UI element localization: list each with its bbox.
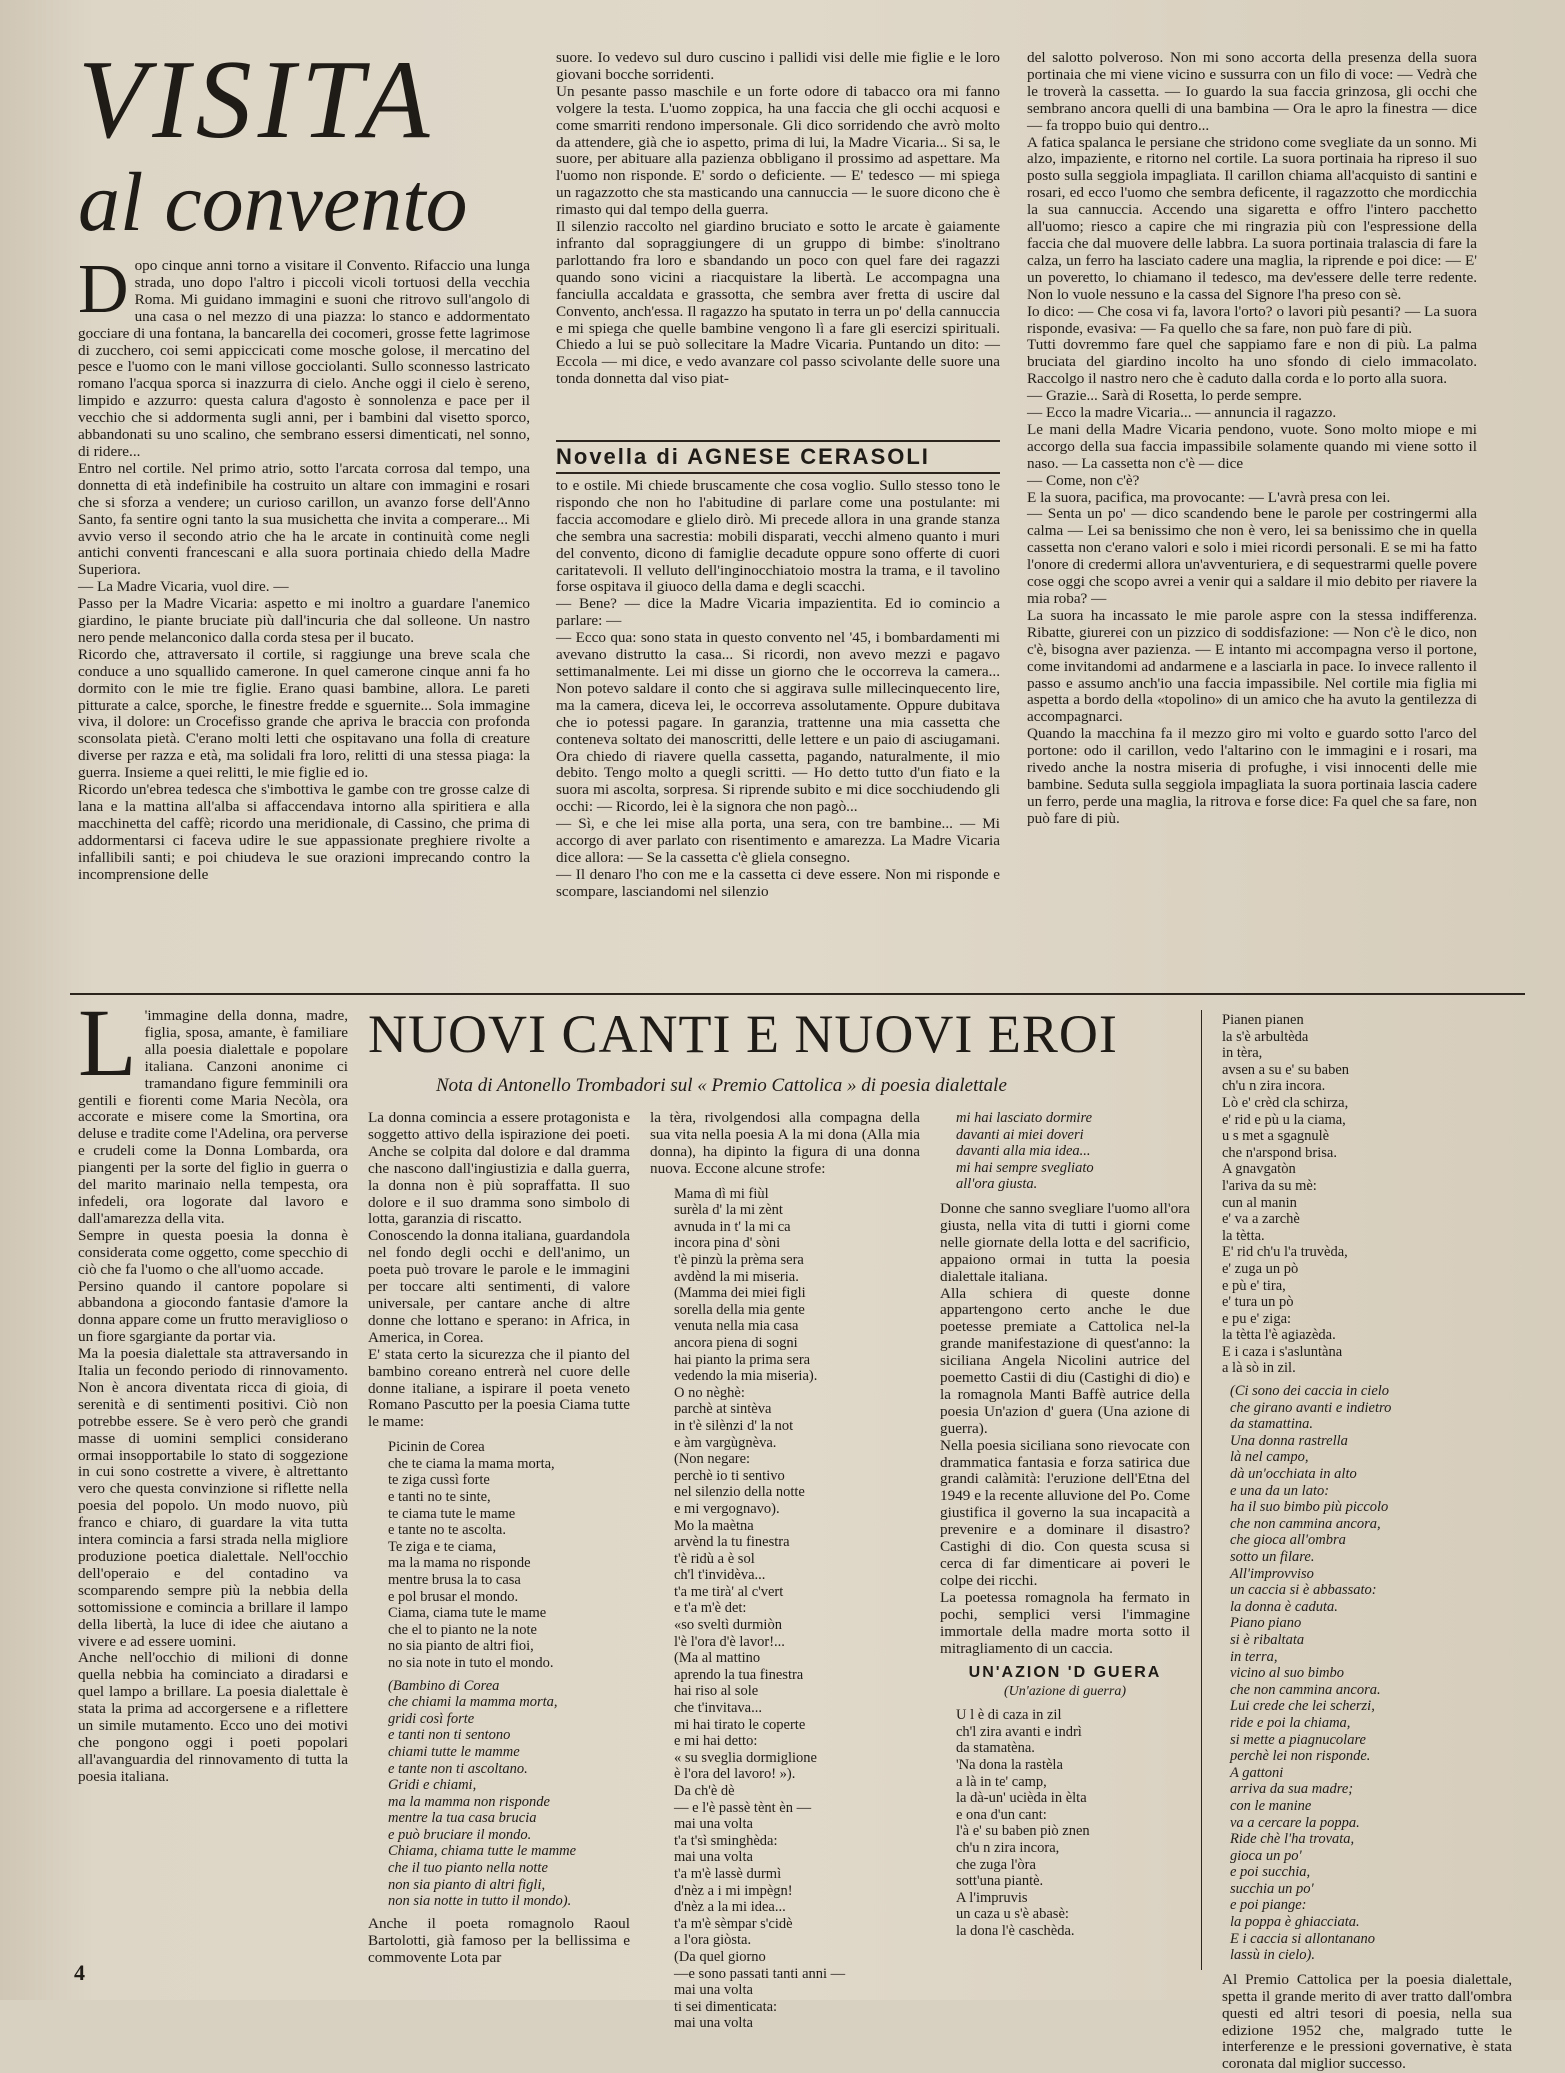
poem-line: Ride chè l'ha trovata,: [1230, 1831, 1355, 1848]
poem-line: davanti ai miei doveri: [956, 1126, 1084, 1143]
poem-line: e mi vergognavo).: [674, 1500, 780, 1517]
poem-line: che zuga l'òra: [956, 1856, 1036, 1873]
poem-line: all'ora giusta.: [956, 1176, 1038, 1193]
poem-line: perchè io ti sentivo: [674, 1467, 785, 1484]
poem-line: e tante no te ascolta.: [388, 1522, 506, 1539]
poem-ciama-translation: [388, 1678, 630, 1910]
poem-line: cun al manin: [1222, 1194, 1297, 1211]
poem-line: a l'ora giòsta.: [674, 1932, 752, 1949]
poem-un-azion-cont: [1222, 1012, 1512, 1377]
poem-line: e' tura un pò: [1222, 1294, 1294, 1311]
poem-line: che te ciama la mama morta,: [388, 1455, 555, 1472]
poem-line: e una da un lato:: [1230, 1482, 1330, 1499]
poem-line: chiami tutte le mamme: [388, 1743, 520, 1760]
poem-line: U l è di caza in zil: [956, 1707, 1062, 1724]
poem-line: hai pianto la prima sera: [674, 1351, 811, 1368]
poem-line: con le manine: [1230, 1797, 1312, 1814]
poem-line: la dona l'è caschèda.: [956, 1922, 1075, 1939]
drop-cap: D: [78, 251, 129, 328]
body-text: Al Premio Cattolica per la poesia dialettale, spetta il grande merito di aver tratto dall'ombra questi ed altri tesori di poesia, nella sua edizione 1952 che, malgrado tutte le interferenze e le pressioni governative, è stata coronata dal miglior successo.: [1222, 1970, 1512, 2073]
poem-line: si è ribaltata: [1230, 1631, 1305, 1648]
article1-column-2-bottom: [556, 478, 1000, 974]
body-text: opo cinque anni torno a visitare il Convento. Rifaccio una lunga strada, uno dopo l'altro i piccoli vicoli tortuosi della vecchia Roma. Mi guidano immagini e suoni che ritrovo sull'angolo di una casa o nel mezzo di una piazza: lo stanco e addormentato gocciare di una fontana, la bancarella dei cocomeri, grosse fette lagrimose di zucchero, coi semi appiccicati come mosche golose, il mercatino del pesce e l'uomo con le mani villose gocciolanti. Sullo sconnesso lastricato romano l'acqua sporca si inazzurra di cielo. Anche oggi il cielo è sereno, limpido e azzurro: questa calura d'agosto è sonnolenza e pace per il vecchio che si addormenta sugli anni, per i bambini dal visetto sporco, abbandonati su uno scalino, che sembrano essersi dimenticati, nel sonno, di ridere... Entro nel cortile. Nel primo atrio, sotto l'arcata corrosa dal tempo, una donnetta di età indefinibile ha costruito un altare con immagini e rosari che si sforza a vendere; un curioso carillon, un avanzo forse dell'Anno Santo, fa sentire ogni tanto la sua musichetta che invita a comperare... Mi avvio verso il secondo atrio che ha le arcate in continuità come negli antichi conventi francescani e alla suora portinaia chiedo della Madre Superiora. — La Madre Vicaria, vuol dire. — Passo per la Madre Vicaria: aspetto e mi inoltro a guardare l'anemico giardino, le piante bruciate più dall'incuria che dal solleone. Un nastro nero pende melanconico dalla corda stesa per il bucato. Ricordo che, attraversato il cortile, si raggiunge una breve scala che conduce a uno squallido camerone. In quel camerone cinque anni fa ho dormito con le mie tre figlie. Erano quasi bambine, allora. Le pareti pitturate a calce, sporche, le finestre fredde e sguernite... Sola immagine viva, il dolore: un Crocefisso grande che apriva le braccia con profonda sconsolata pietà. C'erano molti letti che ospitavano una folla di creature diverse per razza e età, ma solidali fra loro, relitti di una stessa piaga: la guerra. Insieme a quei relitti, le mie figlie ed io. Ricordo un'ebrea tedesca che s'imbottiva le gambe con tre grosse calze di lana e la mattina all'alba si affaccendava intorno alla spiritiera e alla macchinetta del caffè; ricordo una meridionale, di Cassino, che prima di addormentarsi ci faceva udire le sue appassionate preghiere rivolte a infallibili santi; e poi chiudeva le sue orazioni imprecando contro la incomprensione delle: [78, 257, 530, 883]
poem-line: e' zuga un pò: [1222, 1260, 1299, 1277]
poem-un-azion: [956, 1707, 1190, 1939]
poem-line: Chiama, chiama tutte le mamme: [388, 1843, 577, 1860]
poem-line: aprendo la tua finestra: [674, 1666, 804, 1683]
poem-line: e' rid e pù u la ciama,: [1222, 1111, 1346, 1128]
poem-line: mentre brusa la to casa: [388, 1571, 521, 1588]
article-title-sub: al convento: [78, 156, 468, 249]
article2-title: NUOVI CANTI E NUOVI EROI: [368, 1004, 1118, 1064]
poem-line: la poppa è ghiacciata.: [1230, 1914, 1360, 1931]
poem-line: e pù e' tira,: [1222, 1277, 1286, 1294]
body-text: 'immagine della donna, madre, figlia, sposa, amante, è familiare alla poesia dialettale e popolare italiana. Canzoni anonime ci tramandano figure femminili ora gentili e fiorenti come Maria Necòla, ora accorate e misere come la Smortina, ora deluse e tradite come l'Adelina, ora perverse e crudeli come la Donna Lombarda, ora piangenti per la sorte del figlio in guerra o del marito marinaio nella tempesta, ora infedeli, ora logorate dal lavoro e dall'amarezza della vita. Sempre in questa poesia la donna è considerata come oggetto, come specchio di ciò che fa l'uomo o che all'uomo accade. Persino quando il cantore popolare si abbandona a giocondo fantasie d'amore la donna appare come un frutto meraviglioso o un fiore sgargiante da portar via. Ma la poesia dialettale sta attraversando in Italia un fecondo periodo di rinnovamento. Non è ancora diventata ricca di gioia, di serenità e di sentimenti positivi. Ciò non potrebbe essere. Se è vero però che grandi masse di uomini semplici considerano ormai insopportabile lo stato di soggezione in cui sono costrette a vivere, è altrettanto vero che questa convinzione si riflette nella poesia del popolo. Un modo nuovo, più franco e chiaro, di guardare la vita tutta intera comincia a farsi strada nella migliore produzione poetica dialettale. Nell'occhio dell'operaio e del contadino va scomparendo sempre più la nebbia della sottomissione e comincia a brillare il lampo della libertà, la luce di idee che aiutano a vivere e ad essere uomini. Anche nell'occhio di milioni di donne quella nebbia ha cominciato a diradarsi e quel lampo a brillare. La poesia dialettale è stata la prima ad accorgersene e a riflettere un simile mutamento. Ecco uno dei motivi che pongono oggi i poeti popolari all'avanguardia del rinnovamento di tutta la poesia italiana.: [78, 1007, 348, 1785]
poem-line: Te ziga e te ciama,: [388, 1538, 497, 1555]
poem-line: ma la mama no risponde: [388, 1555, 531, 1572]
poem-line: nel silenzio della notte: [674, 1484, 805, 1501]
poem-line: Ciama, ciama tute le mame: [388, 1605, 547, 1622]
poem-line: t'è pinzù la prèma sera: [674, 1252, 804, 1268]
poem-line: che n'arspond brisa.: [1222, 1144, 1337, 1161]
poem-line: là nel campo,: [1230, 1449, 1309, 1466]
poem-line: e poi piange:: [1230, 1897, 1307, 1914]
body-text: La donna comincia a essere protagonista e soggetto attivo della ispirazione dei poeti. Anche se colpita dal dolore e dal dramma che nascono dall'ingiustizia e dalla guerra, la donna non è più sopraffatta. Il suo dolore e il suo dramma sono simbolo di lotta, garanzia di riscatto. Conoscendo la donna italiana, guardandola nel fondo degli occhi e dell'animo, un poeta può trovare le parole e le immagini per toccare alti sentimenti, di valore universale, per cantare anche di altre donne che lottano e sperano: in Africa, in America, in Corea. E' stata certo la sicurezza che il pianto del bambino coreano entrerà nel cuore delle donne italiane, a ispirare il poeta veneto Romano Pascutto per la poesia Ciama tutte le mame:: [368, 1109, 630, 1431]
poem-line: che girano avanti e indietro: [1230, 1399, 1392, 1416]
poem-line: Da ch'è dè: [674, 1783, 735, 1799]
poem-line: A gnavgatòn: [1222, 1161, 1296, 1178]
poem-line: ride e poi la chiama,: [1230, 1714, 1351, 1731]
body-text: suore. Io vedevo sul duro cuscino i pallidi visi delle mie figlie e le loro giovani bocche sorridenti. Un pesante passo maschile e un forte odore di tabacco ora mi fanno volgere la testa. L'uomo zoppica, ha una faccia che gli occhi acquosi e come smarriti rendono impersonale. Gli dico sorridendo che avrò molto da attendere, già che io aspetto, prima di lui, la Madre Vicaria... Si sa, le suore, per abituare alla pazienza obbligano il prossimo ad aspettare. Ma l'uomo non risponde. E' sordo o deficiente. — E' tedesco — mi spiega un ragazzotto che sta masticando una cannuccia — le suore dicono che è rimasto qui dal tempo della guerra. Il silenzio raccolto nel giardino bruciato e sotto le arcate è gaiamente infranto dal sopraggiungere di un gruppo di bimbe: s'inoltrano parlottando fra loro e sbandando un poco con quel fare dei ragazzi quando sono vicini a riacquistare la libertà. Le accompagna una fanciulla accaldata e grassotta, che sembra aver fretta di uscire dal Convento, anch'essa. Il ragazzo ha sputato in terra un po' della cannuccia e mi spiega che quelle bambine vengono lì a fare gli esercizi spirituali. Chiedo a lui se può sollecitare la Madre Vicaria. Puntando un dito: — Eccola — mi dice, e vedo avanzare col passo scivolante delle suore una tonda donnetta dal viso piat-: [556, 49, 1000, 388]
poem-line: t'a m'è sèmpar s'cidè: [674, 1915, 793, 1932]
poem-line: venuta nella mia casa: [674, 1318, 799, 1335]
poem-line: ch'u n zira incora,: [956, 1840, 1060, 1856]
poem-line: un caccia si è abbassato:: [1230, 1582, 1377, 1599]
poem-line: u s met a sgagnulè: [1222, 1128, 1330, 1145]
poem-line: e tante non ti ascoltano.: [388, 1760, 528, 1777]
article2-column-3: [650, 1109, 920, 2032]
poem-line: la donna è caduta.: [1230, 1598, 1338, 1615]
poem-line: mi hai lasciato dormire: [956, 1110, 1093, 1126]
body-text: la tèra, rivolgendosi alla compagna della sua vita nella poesia A la mi dona (Alla mia donna), ha dipinto la figura di una donna nuova. Eccone alcune strofe:: [650, 1109, 920, 1177]
article1-column-1: [78, 251, 530, 972]
poem-line: ch'l zira avanti e indrì: [956, 1723, 1082, 1740]
poem-line: e poi succhia,: [1230, 1864, 1311, 1881]
poem-line: che el to pianto ne la note: [388, 1621, 537, 1638]
poem-line: (Non negare:: [674, 1451, 751, 1468]
drop-cap: L: [78, 989, 137, 1096]
poem-line: t'a t'sì sminghèda:: [674, 1832, 778, 1849]
poem-line: All'improvviso: [1230, 1565, 1314, 1582]
poem-line: e mi hai detto:: [674, 1733, 758, 1750]
poem-line: va a cercare la poppa.: [1230, 1814, 1360, 1831]
poem-line: ha il suo bimbo più piccolo: [1230, 1499, 1389, 1516]
poem-line: e ona d'un cant:: [956, 1806, 1047, 1823]
byline: Novella di AGNESE CERASOLI: [556, 444, 930, 469]
poem-line: d'nèz a i mi impègn!: [674, 1882, 793, 1899]
poem-line: ch'u n zira incora.: [1222, 1078, 1326, 1095]
article2-column-5: [1222, 1012, 1512, 2073]
poem-line: d'nèz a la mi idea...: [674, 1899, 786, 1916]
poem-line: e pol brusar el mondo.: [388, 1588, 519, 1605]
poem-line: a là sò in zil.: [1222, 1360, 1296, 1377]
poem-line: che non cammina ancora.: [1230, 1681, 1381, 1698]
poem-line: l'à e' su baben piò znen: [956, 1823, 1090, 1840]
poem-line: in t'è silènzi d' la not: [674, 1417, 794, 1434]
poem-line: Pianen pianen: [1222, 1012, 1304, 1028]
body-text: Donne che sanno svegliare l'uomo all'ora giusta, nella vita di tutti i giorni come nelle giornate della lotta e del sacrificio, appaiono ormai in tutta la poesia dialettale italiana. Alla schiera di queste donne appartengono certo anche le due poetesse premiate a Cattolica nel-la grande manifestazione di quest'anno: la siciliana Angela Nicolini autrice del poemetto Castii di diu (Castighi di dio) e la romagnola Manti Baffè autrice della poesia Un'azion d' guera (Una azione di guerra). Nella poesia siciliana sono rievocate con drammatica fantasia e forza satirica due grandi calàmità: l'eruzione dell'Etna del 1949 e la recente alluvione del Po. Come giustifica il governo la sua incapacità a prevenire e a dominare il disastro? Castighi di dio. Con questa scusa si cerca di far dimenticare ai poveri le colpe dei ricchi. La poetessa romagnola ha fermato in pochi, semplici versi l'immagine immortale della madre morta sotto il mitragliamento di un caccia.: [940, 1199, 1190, 1657]
poem-line: mentre la tua casa brucia: [388, 1810, 537, 1827]
page-number: 4: [74, 1960, 85, 1985]
poem-line: ancora piena di sogni: [674, 1334, 798, 1351]
article2-column-2: [368, 1109, 630, 1966]
poem-line: no sia note in tuto el mondo.: [388, 1654, 554, 1671]
poem-line: perchè lei non risponde.: [1230, 1748, 1371, 1765]
poem-line: Una donna rastrella: [1230, 1432, 1348, 1449]
poem-line: e t'a m'è det:: [674, 1600, 747, 1617]
article1-column-2-top: [556, 50, 1000, 430]
poem-line: a là in te' camp,: [956, 1773, 1047, 1790]
poem-line: succhia un po': [1230, 1880, 1314, 1897]
poem-line: te ciama tute le mame: [388, 1505, 516, 1522]
poem-heading: UN'AZION 'D GUERA: [968, 1664, 1162, 1682]
poem-line: che t'invitava...: [674, 1700, 762, 1717]
poem-line: la dà-un' ucièda in èlta: [956, 1790, 1087, 1807]
poem-line: E i caccia si allontanano: [1230, 1930, 1375, 1947]
poem-line: «so sveltì durmiòn: [674, 1617, 782, 1634]
poem-line: E' rid ch'u l'a truvèda,: [1222, 1244, 1348, 1261]
poem-line: e pu e' ziga:: [1222, 1310, 1292, 1327]
poem-line: Piano piano: [1230, 1615, 1302, 1632]
poem-line: parchè at sintèva: [674, 1401, 772, 1418]
article2-column-4: [940, 1110, 1190, 1960]
poem-a-la-mi-dona: [674, 1186, 920, 2032]
poem-line: arvènd la tu finestra: [674, 1534, 790, 1551]
poem-line: t'a me tirà' al c'vert: [674, 1583, 784, 1600]
poem-line: la tètta l'è agiazèda.: [1222, 1327, 1336, 1344]
poem-line: Mama dì mi fiùl: [674, 1185, 769, 1202]
poem-line: non sia notte in tutto il mondo).: [388, 1893, 572, 1910]
poem-line: (Da quel giorno: [674, 1948, 766, 1965]
poem-line: (Bambino di Corea: [388, 1677, 500, 1694]
poem-line: e può bruciare il mondo.: [388, 1826, 532, 1843]
poem-line: A l'impruvis: [956, 1889, 1028, 1906]
poem-line: che chiami la mamma morta,: [388, 1694, 558, 1711]
poem-line: l'ariva da su mè:: [1222, 1177, 1317, 1194]
poem-un-azion-translation: [1230, 1383, 1512, 1964]
poem-line: (Mamma dei miei figli: [674, 1285, 806, 1302]
poem-line: vicino al suo bimbo: [1230, 1665, 1344, 1682]
poem-line: —e sono passati tanti anni —: [674, 1965, 846, 1982]
poem-heading-translation: (Un'azione di guerra): [1004, 1684, 1126, 1700]
body-text: del salotto polveroso. Non mi sono accorta della presenza della suora portinaia che mi viene vicino e sussurra con un filo di voce: — Vedrà che le troverà la cassetta. — Io guardo la sua faccia grinzosa, gli occhi che sembrano ancora quelli di una bambina — Ora le apro la finestra — dice — fa troppo buio qui dentro... A fatica spalanca le persiane che stridono come svegliate da un sonno. Mi alzo, impaziente, e ritorno nel cortile. La suora portinaia ha ripreso il suo posto sulla seggiola impagliata. Il carillon chiama all'acquisto di santini e rosari, ed ecco l'uomo che sembra deficente, il ragazzotto che mordicchia la sua cannuccia. Accendo una sigaretta e offro l'intero pacchetto all'uomo; riesco a capire che mi ringrazia più con l'espressione della faccia che dal muovere delle labbra. La suora portinaia tralascia di fare la calza, un ferro ha lasciato cadere una maglia, la riprende e poi dice: — E' un poveretto, lo chiamano il tedesco, ma dev'essere delle terre redente. Non lo vuole nessuno e la cassa del Signore l'ha preso con sè. Io dico: — Che cosa vi fa, lavora l'orto? o lavori più pesanti? — La suora risponde, evasiva: — Fa quello che sa fare, non può fare di più. Tutti dovremmo fare quel che sappiamo fare e non di più. La palma bruciata del giardino incolto ha uno sfondo di cielo immacolato. Raccolgo il nastro nero che è caduto dalla corda e lo porto alla suora. — Grazie... Sarà di Rosetta, lo perde sempre. — Ecco la madre Vicaria... — annuncia il ragazzo. Le mani della Madre Vicaria pendono, vuote. Sono molto miope e mi accorgo della sua faccia impassibile solamente quando mi viene sotto il naso. — La cassetta non c'è — dice — Come, non c'è? E la suora, pacifica, ma provocante: — L'avrà presa con lei. — Senta un po' — dico scandendo bene le parole per costringermi alla calma — Lei sa benissimo che non è vero, lei sa benissimo che in quella cassetta non c'erano valori e solo i miei ricordi personali. E se mi ha fatto l'onore di credermi allora un'avventuriera, e di sequestrarmi quelle povere cose oggi che scopo avrei a venir qui a saldare il mio debito per riavere la mia roba? — La suora ha incassato le mie parole aspre con la stessa indifferenza. Ribatte, giurerei con un pizzico di soddisfazione: — Non c'è le dico, non c'è, bisogna aver pazienza. — E intanto mi accompagna verso il portone, come invitandomi ad andarmene e a lasciarla in pace. Io invece rallento il passo e assumo anch'io una faccia impassibile. Nel cortile mia figlia mi aspetta a bordo della «topolino» di un amico che ha avuto la gentilezza di accompagnarci. Quando la macchina fa il mezzo giro mi volto e guardo sotto l'arco del portone: odo il carillon, vedo l'altarino con le immagini e i rosari, ma rivedo anche la nostra miseria di profughe, i visi innocenti delle mie bambine. Seduta sulla seggiola impagliata la suora portinaia lascia cadere un ferro, perde una maglia, la ritrova e forse dice: Fa quel che sa fare, non può fare di più.: [1027, 49, 1477, 827]
poem-line: Lò e' crèd cla schirza,: [1222, 1094, 1349, 1111]
body-text: Anche il poeta romagnolo Raoul Bartolotti, già famoso per la bellissima e commovente Lota par: [368, 1914, 630, 1966]
poem-line: vedendo la mia miseria).: [674, 1368, 818, 1385]
article2-column-1: [78, 989, 348, 1956]
poem-line: O no nèghè:: [674, 1384, 745, 1401]
poem-line: che il tuo pianto nella notte: [388, 1860, 548, 1877]
poem-line: in terra,: [1230, 1648, 1278, 1665]
poem-line: ch'l t'invidèva...: [674, 1567, 766, 1584]
poem-line: (Ma al mattino: [674, 1650, 761, 1667]
poem-line: gridi così forte: [388, 1710, 475, 1727]
poem-line: la s'è arbultèda: [1222, 1028, 1309, 1045]
poem-line: lassù in cielo).: [1230, 1947, 1315, 1964]
poem-line: sorella della mia gente: [674, 1301, 805, 1318]
poem-line: E i caza i s'asluntàna: [1222, 1343, 1343, 1360]
poem-line: in tèra,: [1222, 1045, 1263, 1062]
poem-line: Picinin de Corea: [388, 1439, 485, 1456]
poem-line: arriva da sua madre;: [1230, 1781, 1354, 1798]
poem-line: hai riso al sole: [674, 1683, 759, 1700]
poem-line: che gioca all'ombra: [1230, 1532, 1346, 1549]
poem-line: mai una volta: [674, 1982, 753, 1999]
poem-ciama: [388, 1439, 630, 1671]
poem-line: te ziga cussì forte: [388, 1472, 490, 1489]
poem-line: avdènd la mi miseria.: [674, 1268, 799, 1285]
poem-line: la tètta.: [1222, 1227, 1265, 1244]
poem-line: mai una volta: [674, 2015, 753, 2032]
poem-line: A gattoni: [1230, 1764, 1284, 1781]
poem-line: t'è ridù a è sol: [674, 1550, 755, 1567]
byline-box: [556, 440, 1000, 474]
poem-line: e' va a zarchè: [1222, 1211, 1300, 1228]
poem-line: sott'una piantè.: [956, 1873, 1044, 1890]
column-divider: [1201, 1010, 1202, 1970]
poem-line: non sia pianto di altri figli,: [388, 1876, 546, 1893]
poem-line: (Ci sono dei caccia in cielo: [1230, 1383, 1390, 1400]
poem-line: Gridi e chiami,: [388, 1777, 477, 1794]
poem-line: ti sei dimenticata:: [674, 1998, 778, 2015]
poem-line: che non cammina ancora,: [1230, 1515, 1381, 1532]
poem-line: — e l'è passè tènt èn —: [674, 1799, 812, 1816]
poem-line: dà un'occhiata in alto: [1230, 1466, 1357, 1483]
article1-column-3: [1027, 50, 1477, 974]
poem-continuation: [956, 1110, 1190, 1193]
poem-line: surèla d' la mi zènt: [674, 1202, 783, 1219]
poem-line: « su sveglia dormiglione: [674, 1749, 817, 1766]
poem-line: mi hai sempre svegliato: [956, 1159, 1094, 1176]
poem-line: e àm vargùgnèva.: [674, 1434, 777, 1451]
poem-line: gioca un po': [1230, 1847, 1302, 1864]
poem-line: si mette a piagnucolare: [1230, 1731, 1366, 1748]
poem-line: un caza u s'è abasè:: [956, 1906, 1069, 1923]
poem-line: avnuda in t' la mi ca: [674, 1218, 791, 1235]
poem-line: ma la mamma non risponde: [388, 1793, 550, 1810]
body-text: to e ostile. Mi chiede bruscamente che cosa voglio. Sullo stesso tono le rispondo che non ho l'abitudine di parlare come una postulante: mi faccia accomodare e glielo dirò. Mi precede allora in una grande stanza che sembra una sacrestia: mobili disparati, vecchi almeno quanto i muri del convento, dicono di famiglie decadute oppure sono offerte di cuori caritatevoli. Il velluto dell'inginocchiatoio mostra la trama, e il tavolino forse ospitava il giuoco della dama e degli scacchi. — Bene? — dice la Madre Vicaria impazientita. Ed io comincio a parlare: — — Ecco qua: sono stata in questo convento nel '45, i bombardamenti mi avevano distrutto la casa... Si ricordi, non avevo mezzi e pagavo settimanalmente. Lei mi disse un giorno che le occorreva la camera... Non potevo saldare il conto che si aggirava sulle millecinquecento lire, ma la camera, diceva lei, le occorreva assolutamente. Oppure dubitava che io potessi pagare. In garanzia, trattenne una mia cassetta che conteneva soltato dei manoscritti, delle lettere e un paio di asciugamani. Ora chiedo di riavere quella cassetta, pagando, naturalmente, il mio debito. Tengo molto a quegli scritti. — Ho detto tutto d'un fiato e la suora mi ascolta, sorpresa. Si riprende subito e mi dice socchiudendo gli occhi: — Ricordo, lei è la signora che non pagò... — Sì, e che lei mise alla porta, una sera, con tre bambine... — Mi accorgo di aver parlato con risentimento e amarezza. La Madre Vicaria dice allora: — Se la cassetta c'è gliela consegno. — Il denaro l'ho con me e la cassetta ci deve essere. Non mi risponde e scompare, lasciandomi nel silenzio: [556, 477, 1000, 900]
section-divider: [70, 993, 1525, 995]
poem-line: t'a m'è lassè durmì: [674, 1865, 782, 1882]
poem-line: 'Na dona la rastèla: [956, 1757, 1063, 1774]
poem-line: mai una volta: [674, 1816, 753, 1833]
poem-line: mi hai tirato le coperte: [674, 1716, 806, 1733]
poem-line: e tanti no te sinte,: [388, 1489, 491, 1505]
poem-line: da stamattina.: [1230, 1416, 1313, 1433]
poem-line: da stamatèna.: [956, 1740, 1035, 1757]
poem-line: no sia pianto de altri fioi,: [388, 1638, 534, 1655]
poem-line: davanti alla mia idea...: [956, 1143, 1091, 1160]
poem-line: l'è l'ora d'è lavor!...: [674, 1633, 785, 1650]
article2-subtitle: Nota di Antonello Trombadori sul « Premio Cattolica » di poesia dialettale: [436, 1075, 1007, 1096]
poem-line: Lui crede che lei scherzi,: [1230, 1698, 1375, 1715]
poem-line: è l'ora del lavoro! »).: [674, 1766, 796, 1783]
article-title-main: VISITA: [78, 38, 436, 162]
poem-line: sotto un filare.: [1230, 1549, 1315, 1565]
poem-line: avsen a su e' su baben: [1222, 1061, 1350, 1078]
poem-line: e tanti non ti sentono: [388, 1727, 511, 1744]
poem-line: incora pina d' sòni: [674, 1235, 781, 1252]
poem-line: Mo la maètna: [674, 1517, 754, 1534]
poem-line: mai una volta: [674, 1849, 753, 1866]
